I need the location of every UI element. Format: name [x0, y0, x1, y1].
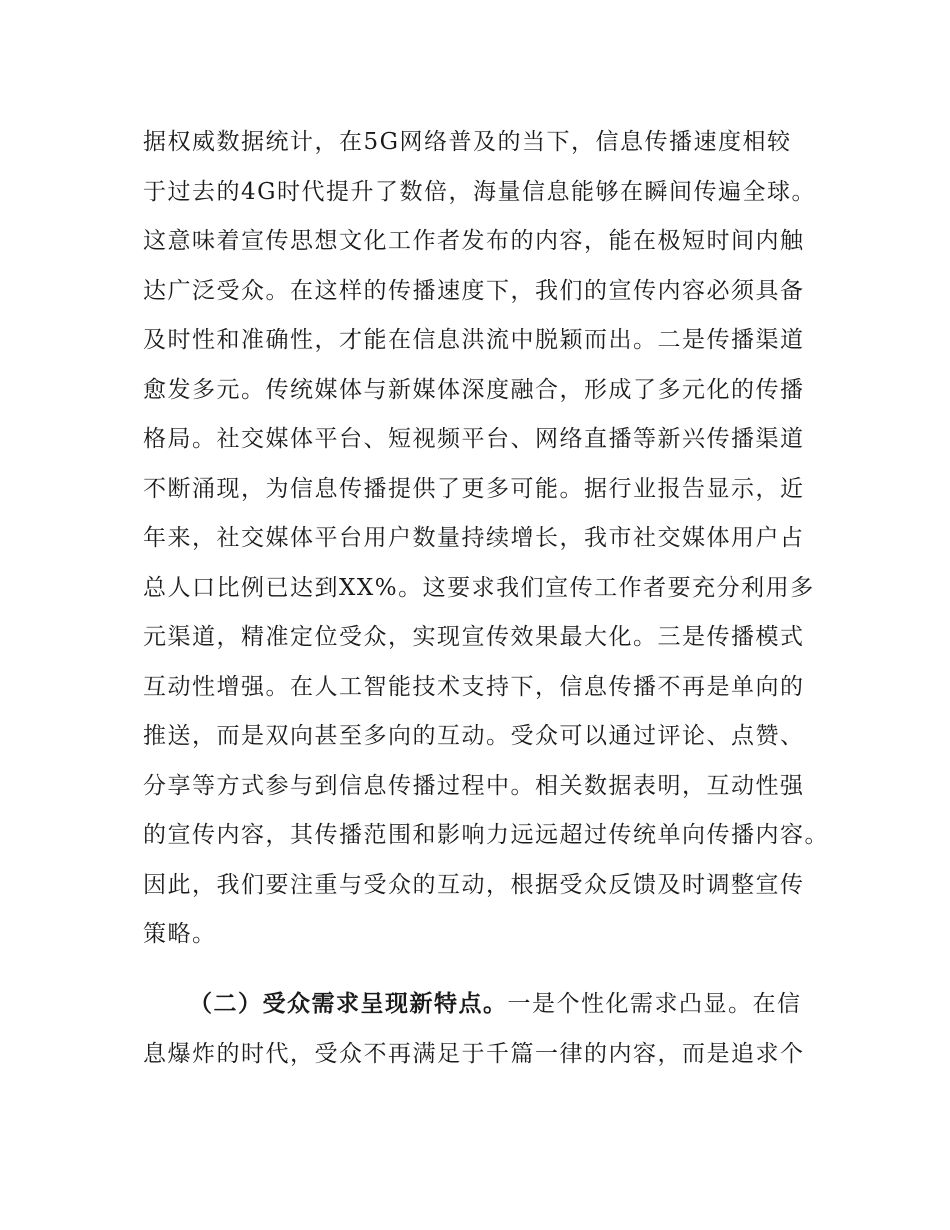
text-run: 一是个性化需求凸显。在信	[507, 991, 802, 1017]
text-line: 元渠道，精准定位受众，实现宣传效果最大化。三是传播模式	[143, 624, 805, 650]
text-line: 及时性和准确性，才能在信息洪流中脱颖而出。二是传播渠道	[143, 327, 805, 353]
text-line: 这意味着宣传思想文化工作者发布的内容，能在极短时间内触	[143, 228, 805, 254]
text-line: 总人口比例已达到XX%。这要求我们宣传工作者要充分利用多	[143, 574, 815, 601]
body-paragraph-2	[143, 980, 833, 1079]
text-line: 于过去的4G时代提升了数倍，海量信息能够在瞬间传遍全球。	[143, 178, 817, 205]
text-line: 互动性增强。在人工智能技术支持下，信息传播不再是单向的	[143, 673, 805, 700]
text-line: 因此，我们要注重与受众的互动，根据受众反馈及时调整宣传	[143, 871, 805, 898]
text-line: 年来，社交媒体平台用户数量持续增长，我市社交媒体用户占	[143, 525, 805, 551]
body-paragraph-1	[143, 118, 833, 960]
text-line: 达广泛受众。在这样的传播速度下，我们的宣传内容必须具备	[143, 277, 805, 304]
text-line: 据权威数据统计，在5G网络普及的当下，信息传播速度相较	[143, 129, 792, 155]
text-line	[143, 980, 833, 1030]
text-line: 策略。	[143, 921, 217, 947]
text-line: 推送，而是双向甚至多向的互动。受众可以通过评论、点赞、	[143, 723, 805, 749]
text-line: 的宣传内容，其传播范围和影响力远远超过传统单向传播内容。	[143, 822, 829, 848]
text-line: 息爆炸的时代，受众不再满足于千篇一律的内容，而是追求个	[143, 1040, 805, 1067]
text-line: 不断涌现，为信息传播提供了更多可能。据行业报告显示，近	[143, 475, 805, 502]
text-line: 愈发多元。传统媒体与新媒体深度融合，形成了多元化的传播	[143, 376, 805, 403]
section-heading: （二）受众需求呈现新特点。	[189, 991, 508, 1017]
text-line: 格局。社交媒体平台、短视频平台、网络直播等新兴传播渠道	[143, 426, 805, 452]
text-line: 分享等方式参与到信息传播过程中。相关数据表明，互动性强	[143, 772, 805, 799]
